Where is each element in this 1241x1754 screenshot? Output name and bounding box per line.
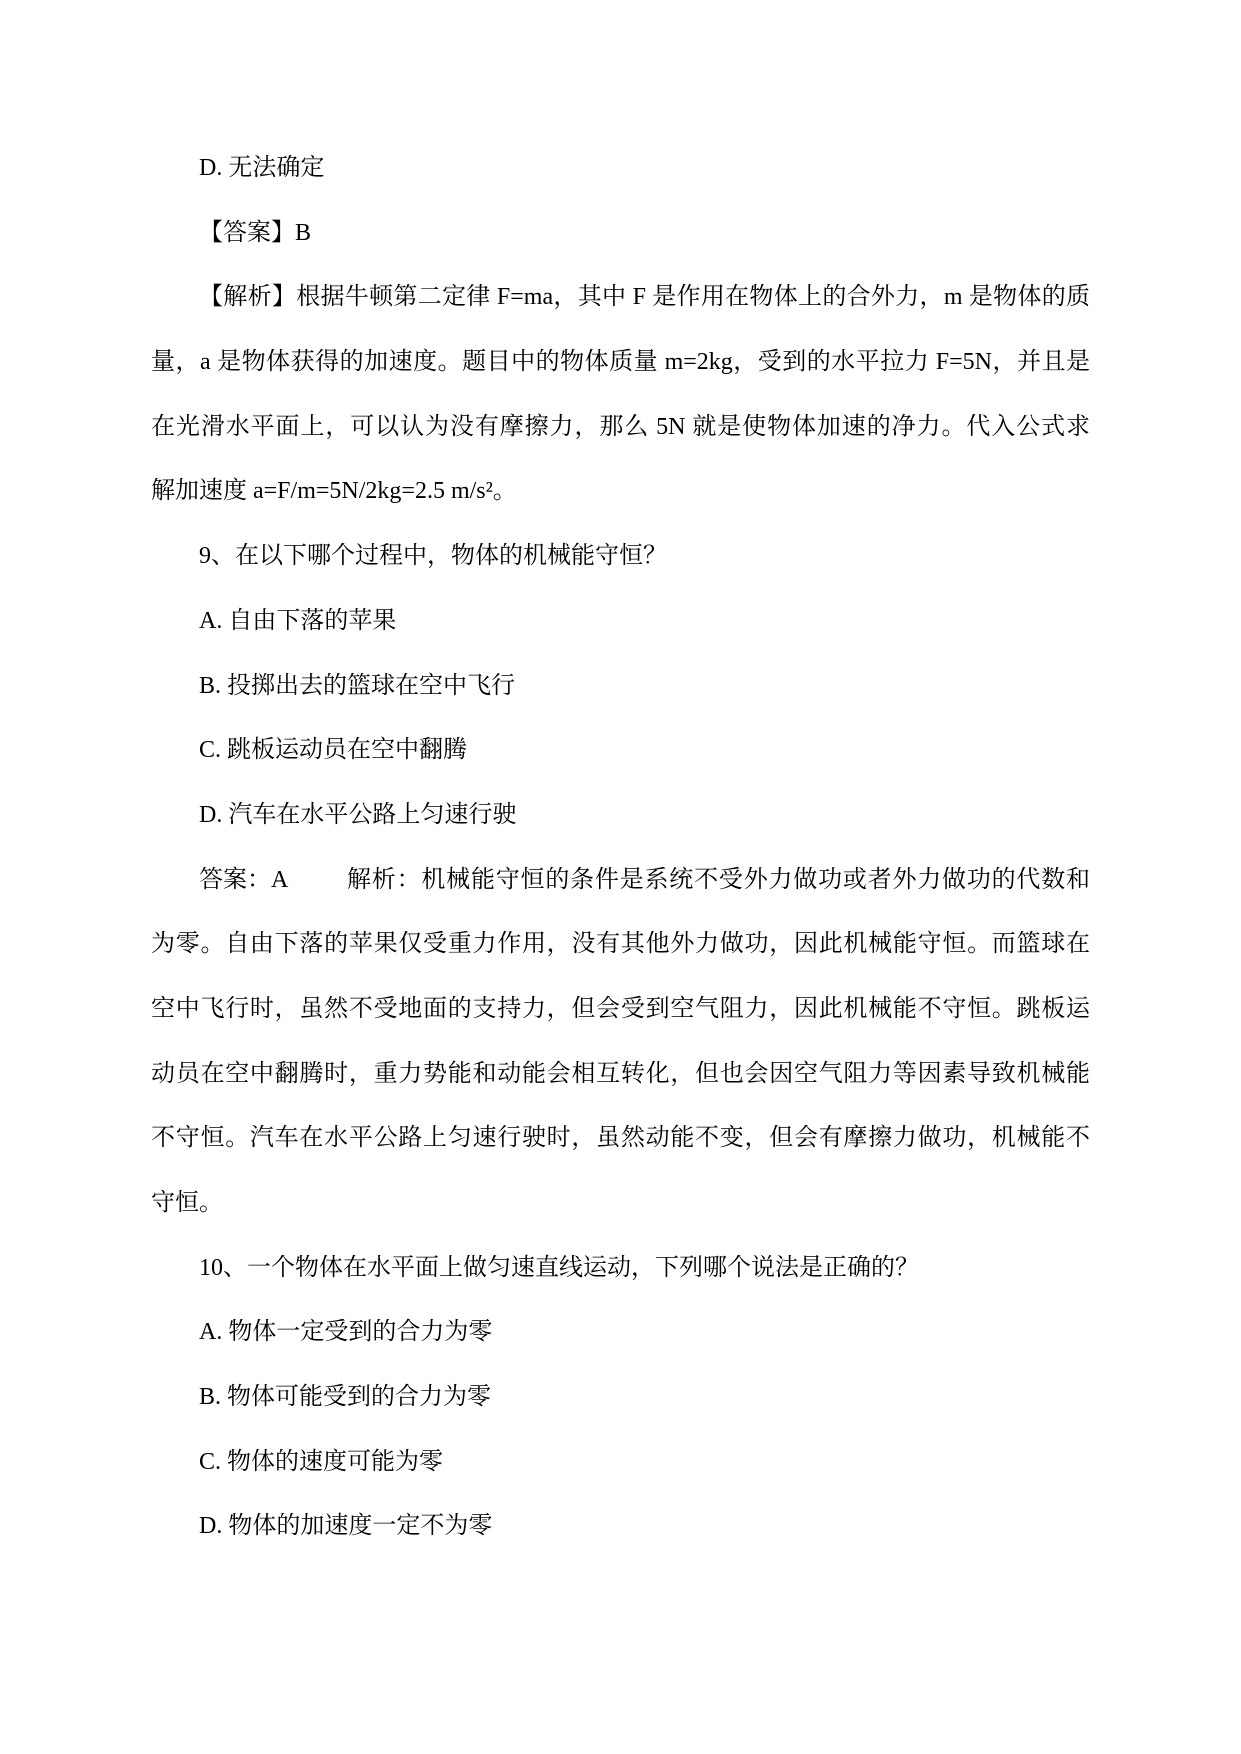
- question-9-answer-line: [151, 848, 1090, 913]
- prev-question-analysis-line: 【解析】根据牛顿第二定律 F=ma，其中 F 是作用在物体上的合外力，m 是物体的质: [199, 284, 1090, 311]
- question-9-option-b: B. 投掷出去的篮球在空中飞行: [199, 672, 516, 699]
- question-10-option-a: A. 物体一定受到的合力为零: [199, 1319, 493, 1346]
- question-9-analysis-line: 不守恒。汽车在水平公路上匀速行驶时，虽然动能不变，但会有摩擦力做功，机械能不: [151, 1125, 1090, 1152]
- question-9-stem: 9、在以下哪个过程中，物体的机械能守恒？: [199, 543, 667, 570]
- prev-question-option-d: D. 无法确定: [199, 155, 325, 181]
- prev-question-analysis-line: 量，a 是物体获得的加速度。题目中的物体质量 m=2kg，受到的水平拉力 F=5N，并且是: [151, 349, 1090, 376]
- question-9-analysis-line: 为零。自由下落的苹果仅受重力作用，没有其他外力做功，因此机械能守恒。而篮球在: [151, 931, 1090, 958]
- question-9-option-c: C. 跳板运动员在空中翻腾: [199, 737, 468, 764]
- question-10-option-c: C. 物体的速度可能为零: [199, 1448, 444, 1475]
- question-9-analysis-line: 空中飞行时，虽然不受地面的支持力，但会受到空气阻力，因此机械能不守恒。跳板运: [151, 995, 1090, 1022]
- question-9-option-d: D. 汽车在水平公路上匀速行驶: [199, 801, 517, 828]
- page-content: [151, 136, 1090, 1559]
- question-9-option-a: A. 自由下落的苹果: [199, 607, 397, 634]
- question-9-analysis-line: 守恒。: [151, 1190, 223, 1216]
- question-10-option-d: D. 物体的加速度一定不为零: [199, 1513, 493, 1540]
- question-10-stem: 10、一个物体在水平面上做匀速直线运动，下列哪个说法是正确的？: [199, 1254, 919, 1281]
- question-9-analysis-line: 解析：机械能守恒的条件是系统不受外力做功或者外力做功的代数和: [347, 866, 1090, 893]
- prev-question-analysis-line: 解加速度 a=F/m=5N/2kg=2.5 m/s²。: [151, 478, 517, 505]
- prev-question-answer: 【答案】B: [199, 219, 312, 246]
- question-9-analysis-line: 动员在空中翻腾时，重力势能和动能会相互转化，但也会因空气阻力等因素导致机械能: [151, 1060, 1090, 1087]
- prev-question-analysis-line: 在光滑水平面上，可以认为没有摩擦力，那么 5N 就是使物体加速的净力。代入公式求: [151, 413, 1090, 440]
- question-9-answer: 答案：A: [199, 866, 289, 893]
- question-10-option-b: B. 物体可能受到的合力为零: [199, 1384, 492, 1411]
